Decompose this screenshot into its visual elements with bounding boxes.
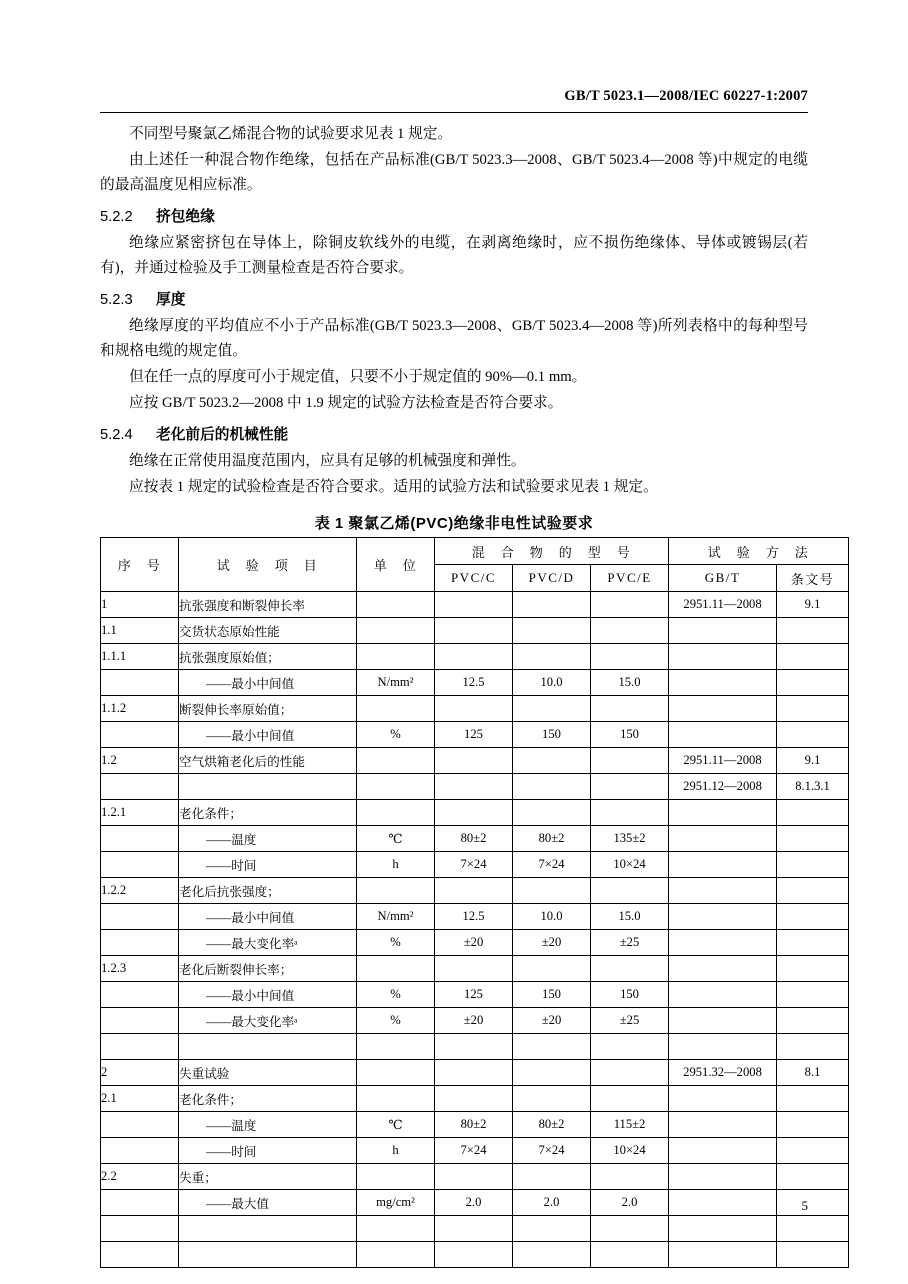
cell-number: [101, 722, 179, 748]
cell-pvc-d: 2.0: [513, 1190, 591, 1216]
cell-unit: %: [357, 930, 435, 956]
cell-pvc-d: 80±2: [513, 826, 591, 852]
cell-pvc-d: [513, 1060, 591, 1086]
cell-pvc-c: [435, 696, 513, 722]
cell-test-item: 老化后抗张强度；: [179, 878, 357, 904]
cell-number: 1.1.1: [101, 644, 179, 670]
paragraph-7: 绝缘在正常使用温度范围内，应具有足够的机械强度和弹性。: [129, 453, 526, 469]
cell-unit: [357, 1034, 435, 1060]
table-row: [101, 1242, 849, 1268]
cell-pvc-e: 15.0: [591, 670, 669, 696]
cell-clause: [777, 878, 849, 904]
cell-pvc-e: 150: [591, 982, 669, 1008]
cell-pvc-c: [435, 1086, 513, 1112]
cell-test-item: ——最小中间值: [179, 904, 357, 930]
clause-5-2-4: [100, 423, 808, 447]
cell-unit: [357, 1216, 435, 1242]
cell-number: [101, 1034, 179, 1060]
cell-clause: [777, 904, 849, 930]
cell-pvc-c: 80±2: [435, 1112, 513, 1138]
cell-pvc-c: [435, 1060, 513, 1086]
cell-clause: [777, 618, 849, 644]
cell-pvc-e: [591, 1086, 669, 1112]
clause-5-2-3-title: 厚度: [156, 292, 186, 308]
cell-gbt: [669, 696, 777, 722]
document-content: [100, 122, 835, 1268]
cell-pvc-e: 10×24: [591, 1138, 669, 1164]
paragraph-2: 由上述任一种混合物作绝缘，包括在产品标准(GB/T 5023.3—2008、GB/T 5023.4—2008 等)中规定的电缆的最高温度见相应标准。: [100, 152, 808, 193]
cell-clause: [777, 670, 849, 696]
cell-test-item: ——温度: [179, 826, 357, 852]
paragraph-1: 不同型号聚氯乙烯混合物的试验要求见表 1 规定。: [129, 126, 453, 142]
cell-clause: [777, 800, 849, 826]
header-divider: [100, 112, 808, 113]
cell-test-item: ——时间: [179, 1138, 357, 1164]
header-unit: 单 位: [357, 538, 435, 592]
cell-pvc-d: 7×24: [513, 1138, 591, 1164]
cell-pvc-d: 80±2: [513, 1112, 591, 1138]
cell-test-item: 老化后断裂伸长率；: [179, 956, 357, 982]
table-row: [101, 1164, 849, 1190]
cell-unit: ℃: [357, 1112, 435, 1138]
cell-number: 1: [101, 592, 179, 618]
table-row: [101, 1138, 849, 1164]
table-row: [101, 722, 849, 748]
table-caption: 表 1 聚氯乙烯(PVC)绝缘非电性试验要求: [314, 515, 594, 532]
cell-gbt: [669, 930, 777, 956]
cell-pvc-d: 150: [513, 722, 591, 748]
cell-pvc-e: [591, 1164, 669, 1190]
paragraph-6: 应按 GB/T 5023.2—2008 中 1.9 规定的试验方法检查是否符合要求。: [129, 395, 563, 411]
cell-number: [101, 1242, 179, 1268]
cell-clause: 9.1: [777, 592, 849, 618]
cell-test-item: ——温度: [179, 1112, 357, 1138]
cell-pvc-c: [435, 1242, 513, 1268]
cell-unit: [357, 878, 435, 904]
table-row: [101, 1216, 849, 1242]
clause-5-2-2-number: 5.2.2: [100, 209, 133, 225]
table-row: [101, 1060, 849, 1086]
pvc-test-requirements-table: [100, 537, 849, 1268]
cell-number: 1.2.3: [101, 956, 179, 982]
table-row: [101, 904, 849, 930]
cell-unit: [357, 956, 435, 982]
cell-unit: [357, 644, 435, 670]
cell-pvc-d: [513, 644, 591, 670]
cell-gbt: [669, 1112, 777, 1138]
cell-clause: [777, 696, 849, 722]
cell-unit: %: [357, 1008, 435, 1034]
cell-gbt: [669, 826, 777, 852]
cell-pvc-c: [435, 618, 513, 644]
header-clause: 条文号: [777, 565, 849, 592]
cell-pvc-c: 80±2: [435, 826, 513, 852]
cell-test-item: [179, 774, 357, 800]
cell-pvc-c: 2.0: [435, 1190, 513, 1216]
cell-pvc-d: 10.0: [513, 670, 591, 696]
table-row: [101, 1190, 849, 1216]
cell-unit: h: [357, 852, 435, 878]
cell-unit: N/mm²: [357, 670, 435, 696]
table-row: [101, 774, 849, 800]
header-pvc-d: PVC/D: [513, 565, 591, 592]
cell-number: [101, 904, 179, 930]
cell-pvc-d: [513, 748, 591, 774]
cell-test-item: 抗张强度原始值；: [179, 644, 357, 670]
cell-gbt: 2951.32—2008: [669, 1060, 777, 1086]
cell-pvc-e: ±25: [591, 930, 669, 956]
cell-number: 2.1: [101, 1086, 179, 1112]
cell-clause: [777, 1034, 849, 1060]
cell-pvc-d: [513, 1034, 591, 1060]
table-row: [101, 852, 849, 878]
cell-gbt: [669, 618, 777, 644]
cell-number: 1.2: [101, 748, 179, 774]
cell-pvc-d: 10.0: [513, 904, 591, 930]
cell-pvc-c: [435, 644, 513, 670]
cell-pvc-d: [513, 618, 591, 644]
cell-pvc-d: [513, 696, 591, 722]
cell-gbt: [669, 1242, 777, 1268]
cell-pvc-e: [591, 1034, 669, 1060]
cell-pvc-e: [591, 644, 669, 670]
cell-number: [101, 852, 179, 878]
cell-pvc-d: [513, 878, 591, 904]
cell-gbt: [669, 1008, 777, 1034]
cell-pvc-c: [435, 956, 513, 982]
clause-5-2-3: [100, 288, 808, 312]
clause-5-2-3-number: 5.2.3: [100, 292, 133, 308]
cell-clause: [777, 1216, 849, 1242]
cell-unit: [357, 774, 435, 800]
paragraph-5: 但在任一点的厚度可小于规定值，只要不小于规定值的 90%—0.1 mm。: [129, 369, 587, 385]
cell-pvc-d: [513, 592, 591, 618]
cell-pvc-d: [513, 774, 591, 800]
cell-number: [101, 774, 179, 800]
header-gbt: GB/T: [669, 565, 777, 592]
header-item: 试 验 项 目: [179, 538, 357, 592]
cell-pvc-e: 135±2: [591, 826, 669, 852]
cell-unit: ℃: [357, 826, 435, 852]
cell-pvc-c: [435, 748, 513, 774]
cell-gbt: 2951.12—2008: [669, 774, 777, 800]
cell-unit: mg/cm²: [357, 1190, 435, 1216]
cell-clause: [777, 1242, 849, 1268]
cell-pvc-c: [435, 1164, 513, 1190]
cell-pvc-e: ±25: [591, 1008, 669, 1034]
cell-pvc-e: [591, 1242, 669, 1268]
cell-clause: [777, 644, 849, 670]
cell-gbt: [669, 1086, 777, 1112]
paragraph-4: 绝缘厚度的平均值应不小于产品标准(GB/T 5023.3—2008、GB/T 5023.4—2008 等)所列表格中的每种型号和规格电缆的规定值。: [100, 318, 808, 359]
cell-clause: [777, 1164, 849, 1190]
table-row: [101, 696, 849, 722]
cell-clause: [777, 852, 849, 878]
cell-pvc-c: 125: [435, 982, 513, 1008]
cell-pvc-e: [591, 1060, 669, 1086]
cell-pvc-e: [591, 956, 669, 982]
cell-gbt: 2951.11—2008: [669, 748, 777, 774]
table-row: [101, 1034, 849, 1060]
cell-test-item: 断裂伸长率原始值；: [179, 696, 357, 722]
cell-pvc-d: ±20: [513, 930, 591, 956]
cell-pvc-c: ±20: [435, 930, 513, 956]
cell-number: [101, 826, 179, 852]
table-row: [101, 1112, 849, 1138]
table-row: [101, 748, 849, 774]
cell-gbt: [669, 1190, 777, 1216]
cell-number: 1.1: [101, 618, 179, 644]
table-row: [101, 670, 849, 696]
cell-clause: [777, 826, 849, 852]
cell-unit: [357, 800, 435, 826]
cell-number: 1.2.1: [101, 800, 179, 826]
cell-gbt: [669, 956, 777, 982]
cell-pvc-d: [513, 1216, 591, 1242]
cell-pvc-d: [513, 1164, 591, 1190]
cell-pvc-c: [435, 800, 513, 826]
cell-number: 2: [101, 1060, 179, 1086]
cell-clause: [777, 1138, 849, 1164]
cell-test-item: [179, 1216, 357, 1242]
cell-number: [101, 1138, 179, 1164]
cell-test-item: 空气烘箱老化后的性能: [179, 748, 357, 774]
cell-gbt: [669, 904, 777, 930]
cell-gbt: [669, 982, 777, 1008]
cell-clause: [777, 982, 849, 1008]
cell-pvc-c: [435, 592, 513, 618]
cell-pvc-e: [591, 1216, 669, 1242]
table-body: [101, 592, 849, 1268]
cell-number: [101, 982, 179, 1008]
cell-unit: [357, 592, 435, 618]
cell-clause: 8.1: [777, 1060, 849, 1086]
cell-clause: [777, 1086, 849, 1112]
cell-pvc-d: [513, 1086, 591, 1112]
cell-pvc-d: 150: [513, 982, 591, 1008]
clause-5-2-4-title: 老化前后的机械性能: [156, 427, 289, 443]
table-row: [101, 982, 849, 1008]
cell-test-item: [179, 1242, 357, 1268]
cell-unit: [357, 618, 435, 644]
cell-number: [101, 1008, 179, 1034]
clause-5-2-2: [100, 205, 808, 229]
cell-number: 2.2: [101, 1164, 179, 1190]
cell-pvc-e: 2.0: [591, 1190, 669, 1216]
cell-number: 1.2.2: [101, 878, 179, 904]
cell-number: [101, 1112, 179, 1138]
cell-test-item: 交货状态原始性能: [179, 618, 357, 644]
cell-pvc-e: 115±2: [591, 1112, 669, 1138]
cell-pvc-c: 125: [435, 722, 513, 748]
table-row: [101, 878, 849, 904]
cell-test-item: [179, 1034, 357, 1060]
table-row: [101, 1008, 849, 1034]
cell-pvc-e: [591, 800, 669, 826]
cell-number: [101, 1190, 179, 1216]
cell-gbt: [669, 670, 777, 696]
cell-test-item: ——最小中间值: [179, 982, 357, 1008]
table-row: [101, 930, 849, 956]
table-row: [101, 592, 849, 618]
cell-gbt: [669, 1216, 777, 1242]
table-row: [101, 800, 849, 826]
clause-5-2-2-title: 挤包绝缘: [156, 209, 215, 225]
cell-test-item: ——时间: [179, 852, 357, 878]
cell-clause: [777, 1112, 849, 1138]
cell-pvc-e: [591, 618, 669, 644]
cell-pvc-e: [591, 748, 669, 774]
cell-test-item: ——最大变化率ᵃ: [179, 930, 357, 956]
cell-test-item: 失重；: [179, 1164, 357, 1190]
cell-test-item: ——最小中间值: [179, 670, 357, 696]
cell-gbt: [669, 1034, 777, 1060]
cell-pvc-c: 12.5: [435, 904, 513, 930]
table-row: [101, 826, 849, 852]
cell-unit: h: [357, 1138, 435, 1164]
cell-pvc-d: ±20: [513, 1008, 591, 1034]
cell-pvc-e: [591, 592, 669, 618]
cell-unit: [357, 748, 435, 774]
cell-pvc-c: [435, 1034, 513, 1060]
cell-unit: %: [357, 982, 435, 1008]
cell-clause: 9.1: [777, 748, 849, 774]
cell-test-item: ——最大变化率ᵃ: [179, 1008, 357, 1034]
cell-number: [101, 1216, 179, 1242]
cell-pvc-c: 7×24: [435, 1138, 513, 1164]
header-pvc-c: PVC/C: [435, 565, 513, 592]
header-no: 序 号: [101, 538, 179, 592]
cell-pvc-e: 15.0: [591, 904, 669, 930]
cell-pvc-d: [513, 1242, 591, 1268]
cell-test-item: 老化条件；: [179, 1086, 357, 1112]
cell-clause: 8.1.3.1: [777, 774, 849, 800]
cell-clause: [777, 1190, 849, 1216]
table-row: [101, 618, 849, 644]
cell-pvc-d: [513, 956, 591, 982]
cell-unit: [357, 1242, 435, 1268]
cell-gbt: [669, 722, 777, 748]
cell-gbt: [669, 1164, 777, 1190]
cell-gbt: [669, 878, 777, 904]
cell-test-item: ——最大值: [179, 1190, 357, 1216]
cell-test-item: 失重试验: [179, 1060, 357, 1086]
cell-gbt: [669, 1138, 777, 1164]
cell-pvc-d: 7×24: [513, 852, 591, 878]
cell-pvc-c: [435, 774, 513, 800]
cell-test-item: ——最小中间值: [179, 722, 357, 748]
cell-pvc-c: ±20: [435, 1008, 513, 1034]
header-pvc-e: PVC/E: [591, 565, 669, 592]
cell-number: [101, 670, 179, 696]
cell-test-item: 老化条件；: [179, 800, 357, 826]
cell-pvc-c: 12.5: [435, 670, 513, 696]
cell-pvc-e: [591, 774, 669, 800]
cell-gbt: 2951.11—2008: [669, 592, 777, 618]
cell-clause: [777, 930, 849, 956]
cell-pvc-c: 7×24: [435, 852, 513, 878]
cell-pvc-e: 10×24: [591, 852, 669, 878]
cell-gbt: [669, 800, 777, 826]
paragraph-8: 应按表 1 规定的试验检查是否符合要求。适用的试验方法和试验要求见表 1 规定。: [129, 479, 658, 495]
cell-unit: N/mm²: [357, 904, 435, 930]
cell-unit: [357, 1164, 435, 1190]
cell-unit: [357, 1060, 435, 1086]
cell-clause: [777, 1008, 849, 1034]
paragraph-3: 绝缘应紧密挤包在导体上，除铜皮软线外的电缆，在剥离绝缘时，应不损伤绝缘体、导体或镀锡层(若有)，并通过检验及手工测量检查是否符合要求。: [100, 235, 808, 276]
header-method-group: 试 验 方 法: [669, 538, 849, 565]
cell-pvc-c: [435, 878, 513, 904]
table-row: [101, 956, 849, 982]
page-header: GB/T 5023.1—2008/IEC 60227-1:2007: [564, 88, 808, 104]
cell-unit: [357, 1086, 435, 1112]
cell-number: [101, 930, 179, 956]
cell-pvc-e: [591, 878, 669, 904]
cell-pvc-e: [591, 696, 669, 722]
header-compound-group: 混 合 物 的 型 号: [435, 538, 669, 565]
table-row: [101, 644, 849, 670]
clause-5-2-4-number: 5.2.4: [100, 427, 133, 443]
cell-clause: [777, 722, 849, 748]
cell-test-item: 抗张强度和断裂伸长率: [179, 592, 357, 618]
cell-unit: [357, 696, 435, 722]
cell-clause: [777, 956, 849, 982]
cell-number: 1.1.2: [101, 696, 179, 722]
table-row: [101, 1086, 849, 1112]
cell-gbt: [669, 852, 777, 878]
cell-gbt: [669, 644, 777, 670]
cell-pvc-e: 150: [591, 722, 669, 748]
table-header-row-1: [101, 538, 849, 565]
cell-unit: %: [357, 722, 435, 748]
page-number: 5: [801, 1198, 808, 1213]
cell-pvc-d: [513, 800, 591, 826]
cell-pvc-c: [435, 1216, 513, 1242]
